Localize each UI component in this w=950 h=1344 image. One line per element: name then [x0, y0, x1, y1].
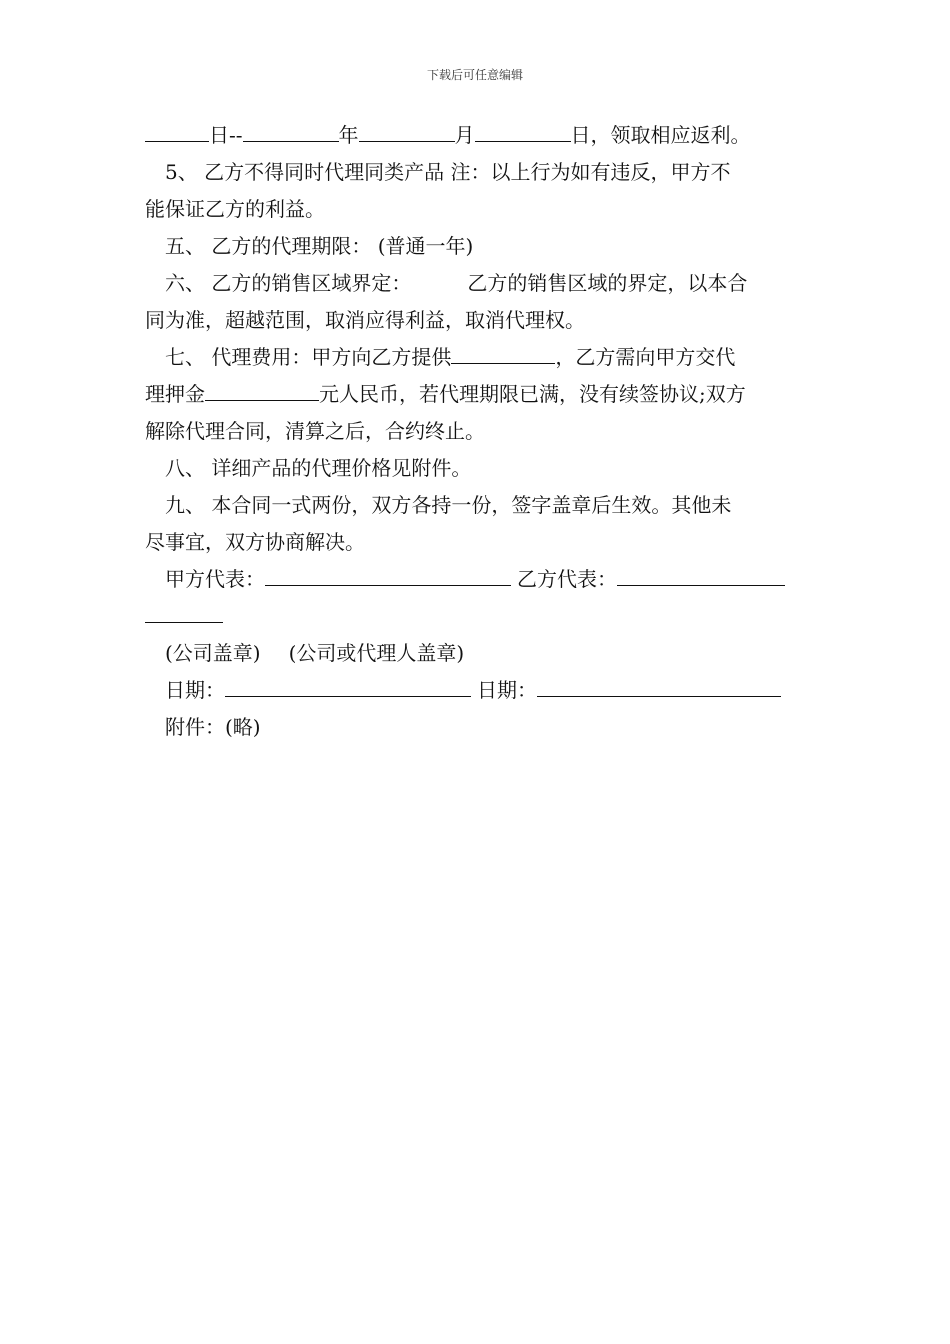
blank-field[interactable]: [451, 341, 555, 364]
clause-copies-cont: 尽事宜，双方协商解决。: [145, 530, 365, 554]
clause-agency-period: 五、 乙方的代理期限： (普通一年): [165, 234, 474, 258]
clause-sales-region: 六、 乙方的销售区域界定： 乙方的销售区域的界定，以本合: [165, 271, 748, 295]
clause-copies: 九、 本合同一式两份，双方各持一份，签字盖章后生效。其他未: [165, 493, 732, 517]
representative-line-cont: [145, 598, 810, 635]
clause-agency-fee-cont: 理押金 元人民币，若代理期限已满，没有续签协议;双方: [145, 376, 810, 413]
date-line: 日-- 年 月 日，领取相应返利。: [145, 117, 810, 154]
party-a-signature-field[interactable]: [265, 563, 511, 586]
party-b-signature-field[interactable]: [617, 563, 785, 586]
blank-field[interactable]: [243, 119, 339, 142]
clause-5-cont: 能保证乙方的利益。: [145, 197, 325, 221]
party-a-date-field[interactable]: [225, 674, 471, 697]
clause-price-list: 八、 详细产品的代理价格见附件。: [165, 456, 472, 480]
clause-sales-region-cont: 同为准，超越范围，取消应得利益，取消代理权。: [145, 308, 585, 332]
attachment-line: 附件：(略): [165, 715, 261, 739]
blank-field[interactable]: [145, 119, 209, 142]
seal-line: (公司盖章) (公司或代理人盖章): [165, 641, 465, 665]
page-header: 下载后可任意编辑: [426, 68, 523, 82]
clause-agency-fee: 七、 代理费用：甲方向乙方提供 ，乙方需向甲方交代: [145, 339, 810, 376]
clause-5: 5、 乙方不得同时代理同类产品 注：以上行为如有违反，甲方不: [165, 160, 731, 184]
contract-body: [145, 117, 810, 746]
blank-field[interactable]: [475, 119, 571, 142]
clause-agency-fee-cont2: 解除代理合同，清算之后，合约终止。: [145, 419, 485, 443]
date-sign-line: 日期： 日期：: [145, 672, 810, 709]
blank-field[interactable]: [359, 119, 455, 142]
representative-line: 甲方代表： 乙方代表：: [145, 561, 810, 598]
party-b-date-field[interactable]: [537, 674, 781, 697]
blank-field[interactable]: [205, 378, 319, 401]
party-b-signature-field-cont[interactable]: [145, 600, 223, 623]
